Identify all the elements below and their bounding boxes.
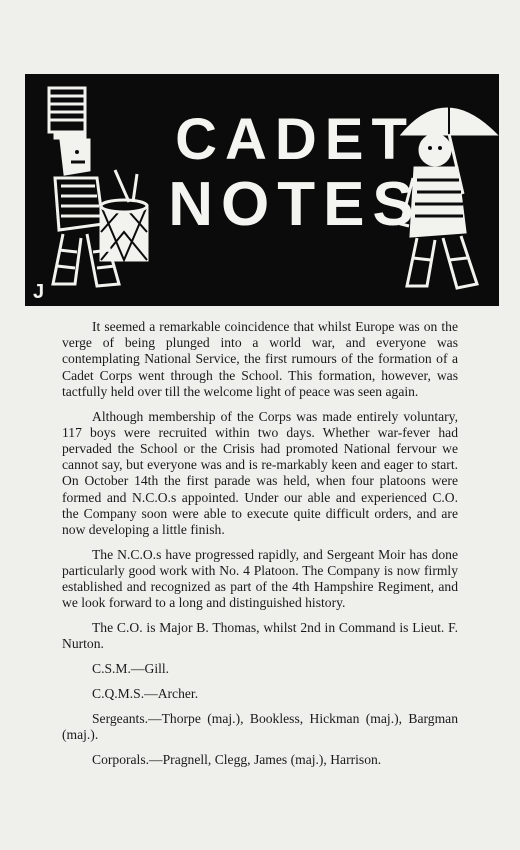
cadet-notes-banner [25, 74, 499, 306]
csm-line: C.S.M.—Gill. [92, 660, 170, 676]
drummer-figure [49, 88, 147, 286]
corporals-line: Corporals.—Pragnell, Clegg, James (maj.), Harrison. [92, 752, 382, 768]
paragraph: The C.O. is Major B. Thomas, whilst 2nd in Command is Lieut. F. Nurton. [62, 619, 458, 652]
banner-title-line-2: NOTES [168, 170, 422, 239]
cqms-line: C.Q.M.S.—Archer. [92, 686, 199, 702]
banner-title-line-1: CADET [175, 107, 415, 172]
sergeants-line: Sergeants.—Thorpe (maj.), Bookless, Hickman (maj.), Bargman (maj.). [62, 711, 458, 743]
article-body [62, 319, 458, 777]
artist-initial: J [33, 281, 45, 303]
paragraph: Although membership of the Corps was made entirely voluntary, 117 boys were recruited within two days. Whether war-fever had pervaded the School or the Crisis had promoted National fervour we cannot say, but everyone was and is re-markably keen and eager to start. On October 14th the first parade was held, when four platoons were formed and N.C.O.s appointed. Under our able and experienced C.O. the Company soon were able to execute quite difficult orders, and are now developing a little finish. [62, 408, 458, 537]
paragraph: It seemed a remarkable coincidence that whilst Europe was on the verge of being plunged into a world war, and everyone was contemplating National Service, the first rumours of the formation of a Cadet Corps went through the School. This formation, however, was tactfully held over till the welcome light of peace was seen again. [62, 319, 458, 399]
paragraph: The N.C.O.s have progressed rapidly, and Sergeant Moir has done particularly good work with No. 4 Platoon. The Company is now firmly established and recognized as part of the 4th Hampshire Regiment, and we look forward to a long and distinguished history. [62, 546, 458, 611]
